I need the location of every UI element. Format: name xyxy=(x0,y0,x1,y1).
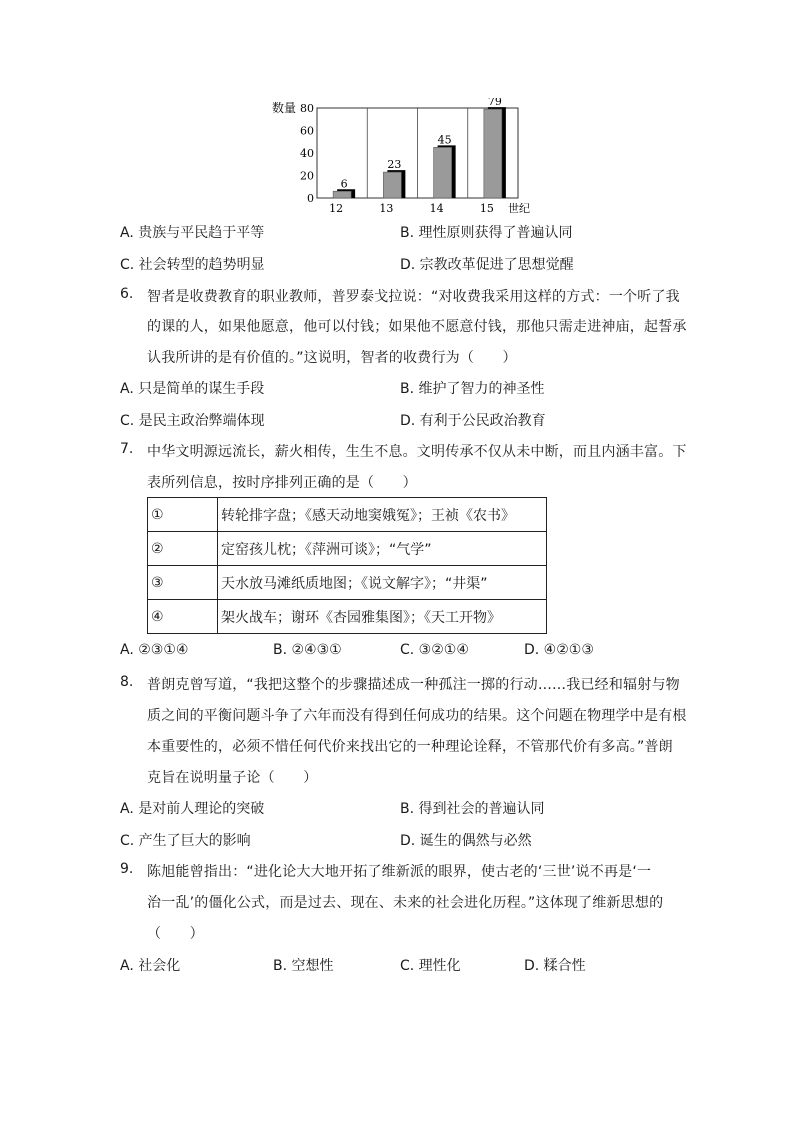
table-row xyxy=(148,600,547,634)
table-cell-mark: ③ xyxy=(148,566,218,600)
question-6-line: 认我所讲的是有价值的。”这说明，智者的收费行为（ ） xyxy=(147,350,517,366)
q8-option-a[interactable]: A. 是对前人理论的突破 xyxy=(120,801,265,817)
data-label: 45 xyxy=(437,133,452,147)
question-7-line: 表所列信息，按时序排列正确的是（ ） xyxy=(147,475,417,491)
y-tick-label: 80 xyxy=(300,102,314,115)
question-9-number: 9. xyxy=(120,861,134,877)
question-8-line: 克旨在说明量子论（ ） xyxy=(147,770,318,786)
q8-option-b[interactable]: B. 得到社会的普遍认同 xyxy=(400,801,545,817)
q8-option-c[interactable]: C. 产生了巨大的影响 xyxy=(120,833,251,849)
table-row xyxy=(148,532,547,566)
question-7-line: 中华文明源远流长，薪火相传，生生不息。文明传承不仅从未中断，而且内涵丰富。下 xyxy=(147,444,687,460)
table-row xyxy=(148,498,547,532)
question-6-line: 的课的人，如果他愿意，他可以付钱；如果他不愿意付钱，那他只需走进神庙，起誓承 xyxy=(147,319,687,335)
q5-option-a[interactable]: A. 贵族与平民趋于平等 xyxy=(120,225,265,241)
question-9-line: 陈旭能曾指出：“进化论大大地开拓了维新派的眼界，使古老的‘三世’说不再是‘一 xyxy=(147,864,652,880)
y-axis-label: 数量 xyxy=(272,101,297,115)
y-tick-label: 0 xyxy=(307,192,314,205)
table-cell-text: 架火战车；谢环《杏园雅集图》；《天工开物》 xyxy=(218,600,547,634)
bar-chart xyxy=(270,98,530,216)
x-tick-label: 15 xyxy=(479,202,494,215)
q5-option-b[interactable]: B. 理性原则获得了普遍认同 xyxy=(400,225,573,241)
x-tick-label: 12 xyxy=(329,202,344,215)
q6-option-a[interactable]: A. 只是简单的谋生手段 xyxy=(120,381,265,397)
q7-option-d[interactable]: D. ④②①③ xyxy=(524,642,594,658)
question-9-line: （ ） xyxy=(147,926,204,942)
table-cell-text: 天水放马滩纸质地图；《说文解字》；“井渠” xyxy=(218,566,547,600)
question-6-line: 智者是收费教育的职业教师，普罗泰戈拉说：“对收费我采用这样的方式：一个听了我 xyxy=(147,289,680,305)
question-8-line: 普朗克曾写道，“我把这整个的步骤描述成一种孤注一掷的行动……我已经和辐射与物 xyxy=(147,677,680,693)
q7-option-c[interactable]: C. ③②①④ xyxy=(400,642,469,658)
table-cell-mark: ④ xyxy=(148,600,218,634)
data-label: 6 xyxy=(340,177,348,191)
question-8-line: 本重要性的，必须不惜任何代价来找出它的一种理论诠释，不管那代价有多高。”普朗 xyxy=(147,739,673,755)
bar xyxy=(434,147,452,198)
table-cell-mark: ② xyxy=(148,532,218,566)
x-axis-label: 世纪 xyxy=(508,202,530,215)
q9-option-a[interactable]: A. 社会化 xyxy=(120,958,181,974)
bar xyxy=(333,191,351,198)
table-cell-text: 转轮排字盘；《感天动地窦娥冤》；王祯《农书》 xyxy=(218,498,547,532)
y-tick-label: 20 xyxy=(300,169,314,183)
q9-option-d[interactable]: D. 糅合性 xyxy=(524,958,586,974)
q6-option-b[interactable]: B. 维护了智力的神圣性 xyxy=(400,381,545,397)
y-tick-label: 60 xyxy=(300,124,314,138)
y-tick-label: 40 xyxy=(300,147,314,160)
question-7-table xyxy=(147,497,547,634)
question-9-line: 治一乱’的僵化公式，而是过去、现在、未来的社会进化历程。”这体现了维新思想的 xyxy=(147,895,664,911)
question-8-line: 质之间的平衡问题斗争了六年而没有得到任何成功的结果。这个问题在物理学中是有根 xyxy=(147,708,687,724)
bar xyxy=(383,172,401,198)
q7-option-b[interactable]: B. ②④③① xyxy=(273,642,342,658)
table-cell-text: 定窑孩儿枕；《萍洲可谈》；“气学” xyxy=(218,532,547,566)
x-tick-label: 14 xyxy=(429,202,444,215)
q9-option-b[interactable]: B. 空想性 xyxy=(273,958,334,974)
q5-option-c[interactable]: C. 社会转型的趋势明显 xyxy=(120,257,265,273)
bar xyxy=(484,109,502,198)
q6-option-d[interactable]: D. 有利于公民政治教育 xyxy=(400,413,546,429)
table-cell-mark: ① xyxy=(148,498,218,532)
data-label: 79 xyxy=(487,98,502,109)
q5-option-d[interactable]: D. 宗教改革促进了思想觉醒 xyxy=(400,257,574,273)
q9-option-c[interactable]: C. 理性化 xyxy=(400,958,461,974)
q7-option-a[interactable]: A. ②③①④ xyxy=(120,642,189,658)
q8-option-d[interactable]: D. 诞生的偶然与必然 xyxy=(400,833,532,849)
table-row xyxy=(148,566,547,600)
question-7-number: 7. xyxy=(120,441,134,457)
x-tick-label: 13 xyxy=(379,202,394,215)
question-6-number: 6. xyxy=(120,286,134,302)
question-8-number: 8. xyxy=(120,674,134,690)
data-label: 23 xyxy=(387,158,402,172)
q6-option-c[interactable]: C. 是民主政治弊端体现 xyxy=(120,413,265,429)
